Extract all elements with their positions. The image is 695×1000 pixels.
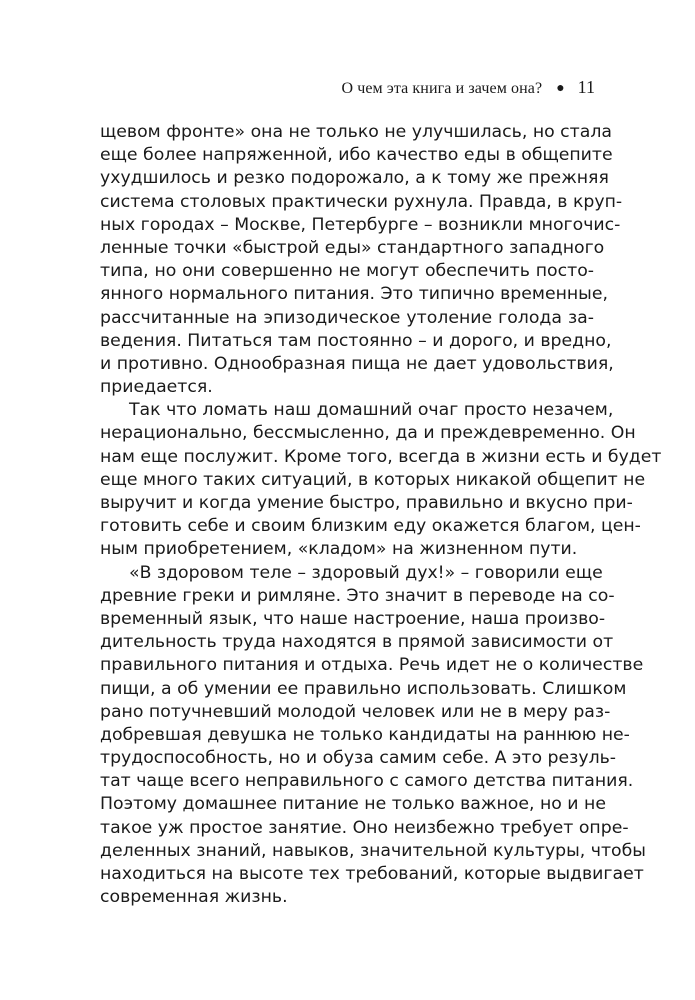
text-line: находиться на высоте тех требований, которые выдвигает	[100, 864, 644, 884]
text-line: Так что ломать наш домашний очаг просто незачем,	[129, 400, 614, 421]
text-line: древние греки и римляне. Это значит в переводе на со-	[100, 585, 615, 606]
text-line: деленных знаний, навыков, значительной культуры, чтобы	[100, 840, 646, 861]
text-line: ных городах – Москве, Петербурге – возникли многочис-	[100, 214, 621, 235]
text-line: трудоспособность, но и обуза самим себе. А это резуль-	[100, 748, 617, 769]
text-line: пищи, а об умении ее правильно использовать. Слишком	[100, 678, 627, 699]
text-line: дительность труда находятся в прямой зависимости от	[100, 632, 614, 653]
text-line: рано потучневший молодой человек или не в меру раз-	[100, 701, 611, 722]
text-line: типа, но они совершенно не могут обеспечить посто-	[100, 261, 594, 282]
text-line: добревшая девушка не только кандидаты на раннюю не-	[100, 724, 630, 745]
text-line: нам еще послужит. Кроме того, всегда в жизни есть и будет	[100, 446, 662, 467]
text-line: готовить себе и своим близким еду окажется благом, цен-	[100, 516, 641, 537]
text-line: янного нормального питания. Это типично временные,	[100, 284, 608, 305]
text-line: выручит и когда умение быстро, правильно и вкусно при-	[100, 493, 633, 513]
text-line: современная жизнь.	[100, 887, 288, 908]
text-line: ведения. Питаться там постоянно – и дорого, и вредно,	[100, 330, 612, 351]
body-text	[100, 121, 662, 909]
text-line: еще много таких ситуаций, в которых никакой общепит не	[100, 469, 646, 490]
paragraph-1	[100, 121, 623, 399]
text-line: и противно. Однообразная пища не дает удовольствия,	[100, 353, 614, 374]
text-line: Поэтому домашнее питание не только важное, но и не	[100, 794, 606, 815]
text-line: нерационально, бессмысленно, да и преждевременно. Он	[100, 423, 636, 444]
paragraph-3	[100, 562, 646, 910]
paragraph-2	[100, 399, 662, 561]
text-line: тат чаще всего неправильного с самого детства питания.	[100, 771, 634, 792]
text-line: система столовых практически рухнула. Правда, в круп-	[100, 191, 623, 212]
text-line: такое уж простое занятие. Оно неизбежно требует опре-	[100, 817, 629, 838]
text-line: еще более напряженной, ибо качество еды в общепите	[100, 145, 613, 166]
text-line: ухудшилось и резко подорожало, а к тому же прежняя	[100, 168, 609, 189]
page-number: 11	[577, 77, 595, 97]
chapter-title: О чем эта книга и зачем она?	[341, 80, 543, 97]
text-line: ленные точки «быстрой еды» стандартного западного	[100, 237, 605, 258]
text-line: правильного питания и отдыха. Речь идет не о количестве	[100, 655, 644, 676]
running-header	[341, 77, 595, 98]
text-line: ным приобретением, «кладом» на жизненном пути.	[100, 539, 578, 560]
text-line: щевом фронте» она не только не улучшилась, но стала	[100, 122, 612, 142]
text-line: «В здоровом теле – здоровый дух!» – говорили еще	[129, 562, 603, 583]
text-line: приедается.	[100, 377, 213, 398]
bullet-separator: ●	[556, 81, 565, 96]
text-line: рассчитанные на эпизодическое утоление голода за-	[100, 307, 594, 328]
text-line: временный язык, что наше настроение, наша произво-	[100, 608, 606, 629]
